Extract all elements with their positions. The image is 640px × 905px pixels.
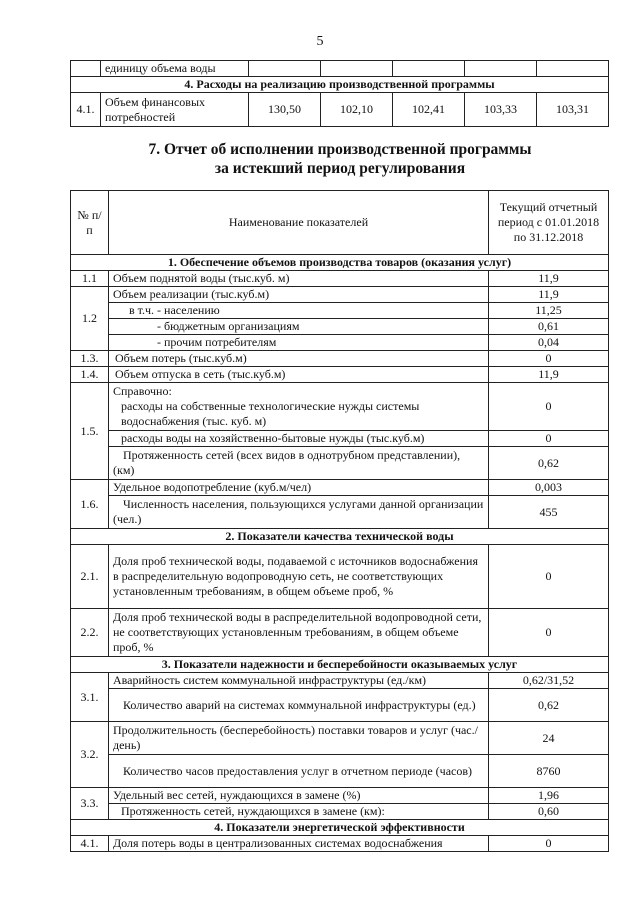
section-4-title: 4. Показатели энергетической эффективности <box>71 820 609 836</box>
table-row: в т.ч. - населению 11,25 <box>71 303 609 319</box>
value-cell: 103,33 <box>465 93 537 127</box>
row-number: 4.1. <box>71 93 101 127</box>
table-row: 1.3. Объем потерь (тыс.куб.м) 0 <box>71 351 609 367</box>
page-number: 5 <box>316 34 324 49</box>
table-row: - бюджетным организациям 0,61 <box>71 319 609 335</box>
table-row: 2.1. Доля проб технической воды, подаваемой с источников водоснабжения в распределительную водопроводную сеть, не соответствующих установленным требованиям, в общем объеме проб, % 0 <box>71 545 609 609</box>
table-row: Количество часов предоставления услуг в отчетном периоде (часов) 8760 <box>71 755 609 788</box>
report-title-line1: 7. Отчет об исполнении производственной программы <box>148 141 532 158</box>
table-row: 1.6. Удельное водопотребление (куб.м/чел) 0,003 <box>71 480 609 496</box>
table-row: 3.1. Аварийность систем коммунальной инфраструктуры (ед./км) 0,62/31,52 <box>71 673 609 689</box>
table-row: 3.3. Удельный вес сетей, нуждающихся в замене (%) 1,96 <box>71 788 609 804</box>
section-4-expenses-title: 4. Расходы на реализацию производственной программы <box>71 77 609 93</box>
value-cell: 102,10 <box>321 93 393 127</box>
table-row: 1.2 Объем реализации (тыс.куб.м) 11,9 <box>71 287 609 303</box>
table-row: Численность населения, пользующихся услугами данной организации (чел.) 455 <box>71 496 609 529</box>
table-row: 4.1. Доля потерь воды в централизованных системах водоснабжения 0 <box>71 836 609 852</box>
header-num: № п/п <box>71 191 109 255</box>
table-row: Протяженность сетей, нуждающихся в замене (км): 0,60 <box>71 804 609 820</box>
value-cell: 130,50 <box>249 93 321 127</box>
section-3-title: 3. Показатели надежности и бесперебойности оказываемых услуг <box>71 657 609 673</box>
value-cell: 102,41 <box>393 93 465 127</box>
table-row: Количество аварий на системах коммунальной инфраструктуры (ед.) 0,62 <box>71 689 609 722</box>
section-2-title: 2. Показатели качества технической воды <box>71 529 609 545</box>
table-row: - прочим потребителям 0,04 <box>71 335 609 351</box>
section-1-title: 1. Обеспечение объемов производства товаров (оказания услуг) <box>71 255 609 271</box>
table-row: 1.5. Справочно: расходы на собственные технологические нужды системы водоснабжения (тыс. куб. м) 0 <box>71 383 609 431</box>
header-period: Текущий отчетный период с 01.01.2018 по 31.12.2018 <box>489 191 609 255</box>
table-row: 1.1 Объем поднятой воды (тыс.куб. м) 11,9 <box>71 271 609 287</box>
header-name: Наименование показателей <box>109 191 489 255</box>
table-row: 2.2. Доля проб технической воды в распределительной водопроводной сети, не соответствующих установленным требованиям, в общем объеме проб, % 0 <box>71 609 609 657</box>
prev-row-text: единицу объема воды <box>101 61 249 77</box>
report-title-line2: за истекший период регулирования <box>214 160 466 177</box>
table-row: 1.4. Объем отпуска в сеть (тыс.куб.м) 11,9 <box>71 367 609 383</box>
table-row: 3.2. Продолжительность (бесперебойность) поставки товаров и услуг (час./день) 24 <box>71 722 609 755</box>
table-row: расходы воды на хозяйственно-бытовые нужды (тыс.куб.м) 0 <box>71 431 609 447</box>
top-table <box>70 60 609 127</box>
report-table <box>70 190 609 852</box>
table-header-row <box>71 191 609 255</box>
row-name: Объем финансовых потребностей <box>101 93 249 127</box>
value-cell: 103,31 <box>537 93 609 127</box>
table-row: Протяженность сетей (всех видов в однотрубном представлении), (км) 0,62 <box>71 447 609 480</box>
